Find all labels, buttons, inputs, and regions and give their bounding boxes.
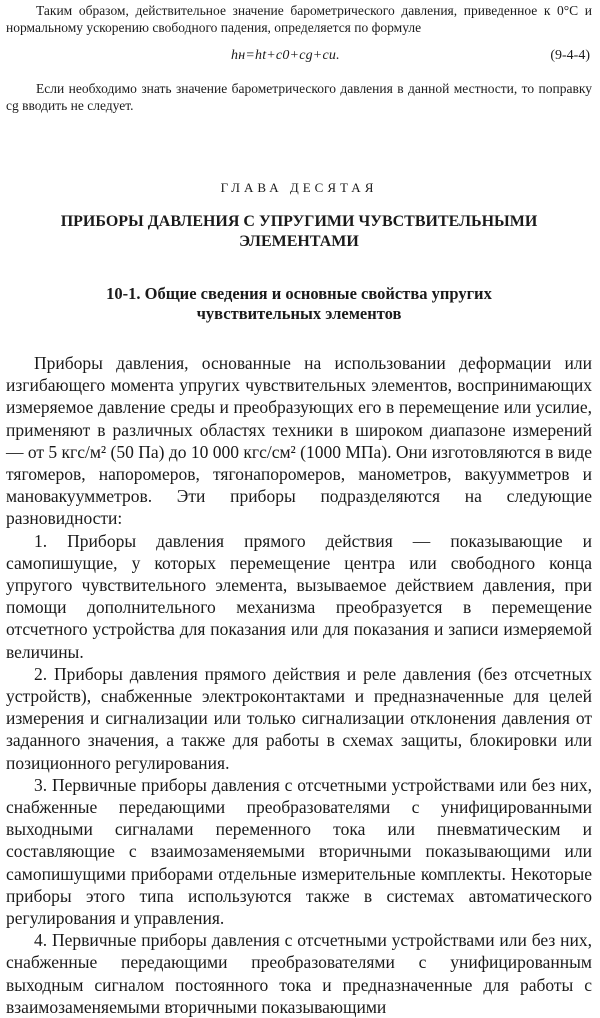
equation-formula: hн=ht+c0+cg+cи. <box>231 48 340 63</box>
list-item-3: 3. Первичные приборы давления с отсчетными устройствами или без них, снабженные передающими преобразователями с унифицированными выходными сигналами переменного тока или пневматическим и составляющие с взаимозаменяемыми вторичными показывающими или самопишущими приборами отдельные измерительные комплекты. Некоторые приборы этого типа используются также в системах автоматического регулирования и управления. <box>6 774 592 929</box>
list-item-2: 2. Приборы давления прямого действия и реле давления (без отсчетных устройств), снабженные электроконтактами и предназначенные для целей измерения и сигнализации или только сигнализации отклонения давления от заданного значения, а также для работы в схемах защиты, блокировки или позиционного регулирования. <box>6 663 592 773</box>
list-item-4: 4. Первичные приборы давления с отсчетными устройствами или без них, снабженные передающими преобразователями с унифицированным выходным сигналом постоянного тока и предназначенные для работы с взаимозаменяемыми вторичными показывающими <box>6 930 592 1017</box>
list-item-1: 1. Приборы давления прямого действия — показывающие и самопишущие, у которых перемещение центра или свободного конца упругого чувствительного элемента, вызываемое действием давления, при помощи дополнительного механизма преобразуется в перемещение отсчетного устройства для показания или для показания и записи измеряемой величины. <box>6 530 592 662</box>
chapter-label: ГЛАВА ДЕСЯТАЯ <box>220 180 378 195</box>
paragraph-intro: Приборы давления, основанные на использовании деформации или изгибающего момента упругих чувствительных элементов, воспринимающих измеряемое давление среды и преобразующих его в перемещение или усилие, применяют в различных областях техники в широком диапазоне измерений — от 5 кгс/м² (50 Па) до 10 000 кгс/см² (1000 МПа). Они изготовляются в виде тягомеров, напоромеров, тягонапоромеров, манометров, вакуумметров и мановакуумметров. Эти приборы подразделяются на следующие разновидности: <box>6 353 593 529</box>
paragraph-pressure-formula-intro: Таким образом, действительное значение барометрического давления, приведенное к 0°С и нормальному ускорению свободного падения, определяется по формуле <box>6 3 592 35</box>
equation-number: (9-4-4) <box>550 48 590 63</box>
paragraph-correction-note: Если необходимо знать значение барометрического давления в данной местности, то поправку cg вводить не следует. <box>6 81 592 113</box>
section-title: 10-1. Общие сведения и основные свойства упругих чувствительных элементов <box>106 284 492 323</box>
chapter-title: ПРИБОРЫ ДАВЛЕНИЯ С УПРУГИМИ ЧУВСТВИТЕЛЬНЫМИ ЭЛЕМЕНТАМИ <box>60 213 538 250</box>
equation-row <box>6 44 592 72</box>
